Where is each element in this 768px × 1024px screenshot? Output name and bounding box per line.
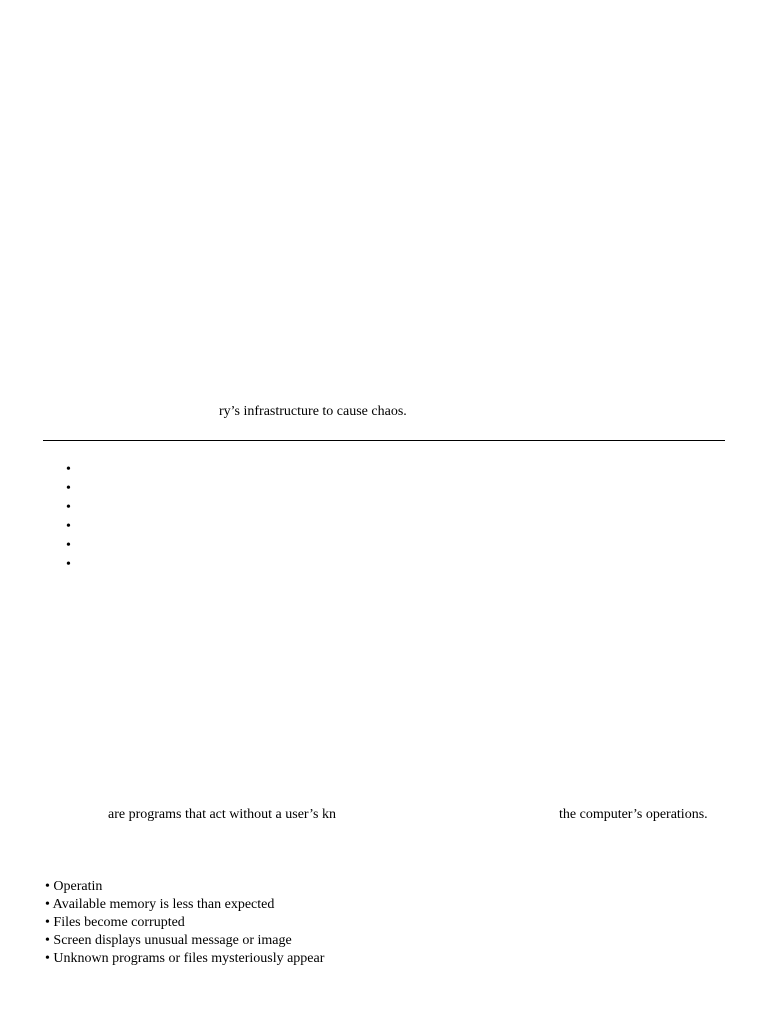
symptom-item: • Available memory is less than expected [45, 897, 275, 912]
bullet-glyph: • [66, 462, 71, 477]
empty-bullet-item [66, 517, 71, 536]
symptom-item: • Files become corrupted [45, 915, 185, 930]
empty-bullet-item [66, 536, 71, 555]
definition-text-right: the computer’s operations. [559, 807, 708, 822]
empty-bullet-item [66, 479, 71, 498]
empty-bullet-item [66, 555, 71, 574]
bullet-glyph: • [66, 500, 71, 515]
symptom-item: • Screen displays unusual message or image [45, 933, 292, 948]
bullet-glyph: • [66, 538, 71, 553]
symptom-item: • Unknown programs or files mysteriously appear [45, 951, 325, 966]
empty-bullet-list [66, 460, 71, 574]
horizontal-rule [43, 440, 725, 441]
definition-text-left: are programs that act without a user’s kn [108, 807, 336, 822]
virus-symptom-list [45, 878, 324, 968]
bullet-glyph: • [66, 519, 71, 534]
bullet-glyph: • [66, 557, 71, 572]
bullet-glyph: • [66, 481, 71, 496]
symptom-item: • Operatin [45, 879, 103, 894]
empty-bullet-item [66, 460, 71, 479]
infrastructure-sentence-fragment: ry’s infrastructure to cause chaos. [219, 404, 407, 419]
empty-bullet-item [66, 498, 71, 517]
